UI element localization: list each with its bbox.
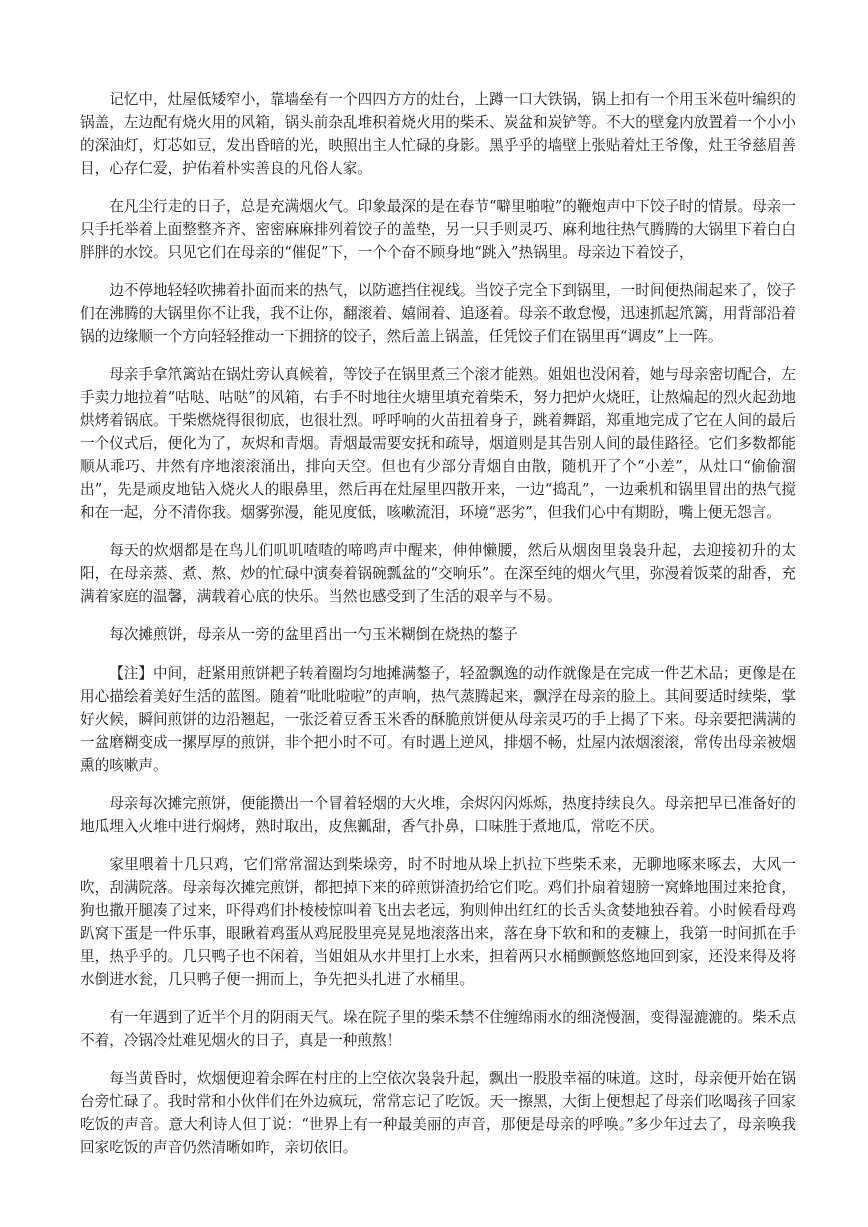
- paragraph-rain: 有一年遇到了近半个月的阴雨天气。垛在院子里的柴禾禁不住缠绵雨水的细浇慢涸，变得湿漉漉的。柴禾点不着，冷锅冷灶难见烟火的日子，真是一种煎熬！: [80, 1009, 796, 1049]
- paragraph-chickens: 家里喂着十几只鸡，它们常常溜达到柴垛旁，时不时地从垛上扒拉下些柴禾来，无聊地啄来啄去，大风一吹，刮满院落。母亲每次摊完煎饼，都把掉下来的碎煎饼渣扔给它们吃。鸡们扑扇着翅膀一窝蜂地围过来抢食，狗也撒开腿凑了过来，吓得鸡们扑棱棱惊叫着飞出去老远，狗则伸出红红的长舌头贪婪地独吞着。小时候看母鸡趴窝下蛋是一件乐事，眼瞅着鸡蛋从鸡屁股里亮晃晃地滚落出来，落在身下软和和的麦糠上，我第一时间抓在手里，热乎乎的。几只鸭子也不闲着，当姐姐从水井里打上水来，担着两只水桶颤颤悠悠地回到家，还没来得及将水倒进水瓮，几只鸭子便一拥而上，争先把头扎进了水桶里。: [80, 856, 796, 988]
- paragraph-pancake-intro: 每次摊煎饼，母亲从一旁的盆里舀出一勺玉米糊倒在烧热的鏊子: [109, 626, 518, 643]
- paragraph-dumplings: 边不停地轻轻吹拂着扑面而来的热气，以防遮挡住视线。当饺子完全下到锅里，一时间便热闹起来了，饺子们在沸腾的大锅里你不让我，我不让你，翻滚着、嬉闹着、追逐着。母亲不敢怠慢，迅速抓起笊篱，用背部沿着锅的边缘顺一个方向轻轻推动一下拥挤的饺子，然后盖上锅盖，任凭饺子们在锅里再“调皮”上一阵。: [80, 282, 796, 345]
- paragraph-bellows: 母亲手拿笊篱站在锅灶旁认真候着，等饺子在锅里煮三个滚才能熟。姐姐也没闲着，她与母亲密切配合，左手卖力地拉着“咕哒、咕哒”的风箱，右手不时地往火塘里填充着柴禾，努力把炉火烧旺，让熬煸起的烈火起劲地烘烤着锅底。干柴燃烧得很彻底，也很壮烈。呼呼响的火苗扭着身子，跳着舞蹈，郑重地完成了它在人间的最后一个仪式后，便化为了，灰烬和青烟。青烟最需要安抚和疏导，烟道则是其告别人间的最佳路径。它们多数都能顺从乖巧、井然有序地滚滚涌出，排向天空。但也有少部分青烟自由散，随机开了个“小差”，从灶口“偷偷溜出”，先是顽皮地钻入烧火人的眼鼻里，然后再在灶屋里四散开来，一边“捣乱”，一边乘机和锅里冒出的热气搅和在一起，分不清你我。烟雾弥漫，能见度低，咳嗽流泪，环境“恶劣”，但我们心中有期盼，嘴上便无怨言。: [80, 366, 796, 521]
- paragraph-sweet-potato: 母亲每次摊完煎饼，便能攒出一个冒着轻烟的大火堆，余烬闪闪烁烁，热度持续良久。母亲把早已准备好的地瓜埋入火堆中进行焖烤，熟时取出，皮焦瓤甜，香气扑鼻，口味胜于煮地瓜，常吃不厌。: [80, 795, 796, 835]
- paragraph-smoke: 每天的炊烟都是在鸟儿们叽叽喳喳的啼鸣声中醒来，伸伸懒腰，然后从烟囱里袅袅升起，去迎接初升的太阳，在母亲蒸、煮、熬、炒的忙碌中演奏着锅碗瓢盆的“交响乐”。在深至纯的烟火气里，弥漫着饭菜的甜香，充满着家庭的温馨，满载着心底的快乐。当然也感受到了生活的艰辛与不易。: [80, 542, 796, 605]
- paragraph-spring-festival: 在凡尘行走的日子，总是充满烟火气。印象最深的是在春节“噼里啪啦”的鞭炮声中下饺子时的情景。母亲一只手托举着上面整整齐齐、密密麻麻排列着饺子的盖垫，另一只手则灵巧、麻利地往热气腾腾的大锅里下着白白胖胖的水饺。只见它们在母亲的“催促”下，一个个奋不顾身地“跳入”热锅里。母亲边下着饺子，: [80, 198, 796, 261]
- paragraph-kitchen: 记忆中，灶屋低矮窄小，靠墙垒有一个四四方方的灶台，上蹲一口大铁锅，锅上扣有一个用玉米苞叶编织的锅盖，左边配有烧火用的风箱，锅头前杂乱堆积着烧火用的柴禾、炭盆和炭铲等。不大的壁龛内放置着一个小小的深油灯，灯芯如豆，发出昏暗的光，映照出主人忙碌的身影。黑乎乎的墙壁上张贴着灶王爷像，灶王爷慈眉善目，心存仁爱，护佑着朴实善良的凡俗人家。: [80, 91, 796, 177]
- paragraph-pancake-note: 【注】中间，赶紧用煎饼耙子转着圈均匀地摊满鏊子，轻盈飘逸的动作就像是在完成一件艺术品；更像是在用心描绘着美好生活的蓝图。随着“吡吡啦啦”的声响，热气蒸腾起来，飘浮在母亲的脸上。其间要适时续柴，掌好火候，瞬间煎饼的边沿翘起，一张泛着豆香玉米香的酥脆煎饼便从母亲灵巧的手上揭了下来。母亲要把满满的一盆磨糊变成一摞厚厚的煎饼，非个把小时不可。有时遇上逆风，排烟不畅，灶屋内浓烟滚滚，常传出母亲被烟熏的咳嗽声。: [80, 665, 796, 774]
- paragraph-dusk: 每当黄昏时，炊烟便迎着余晖在村庄的上空依次袅袅升起，飘出一股股幸福的味道。这时，母亲便开始在锅台旁忙碌了。我时常和小伙伴们在外边疯玩，常常忘记了吃饭。天一擦黑，大街上便想起了母亲们吆喝孩子回家吃饭的声音。意大利诗人但丁说：“世界上有一种最美丽的声音，那便是母亲的呼唤。”多少年过去了，母亲唤我回家吃饭的声音仍然清晰如昨，亲切依旧。: [80, 1070, 796, 1156]
